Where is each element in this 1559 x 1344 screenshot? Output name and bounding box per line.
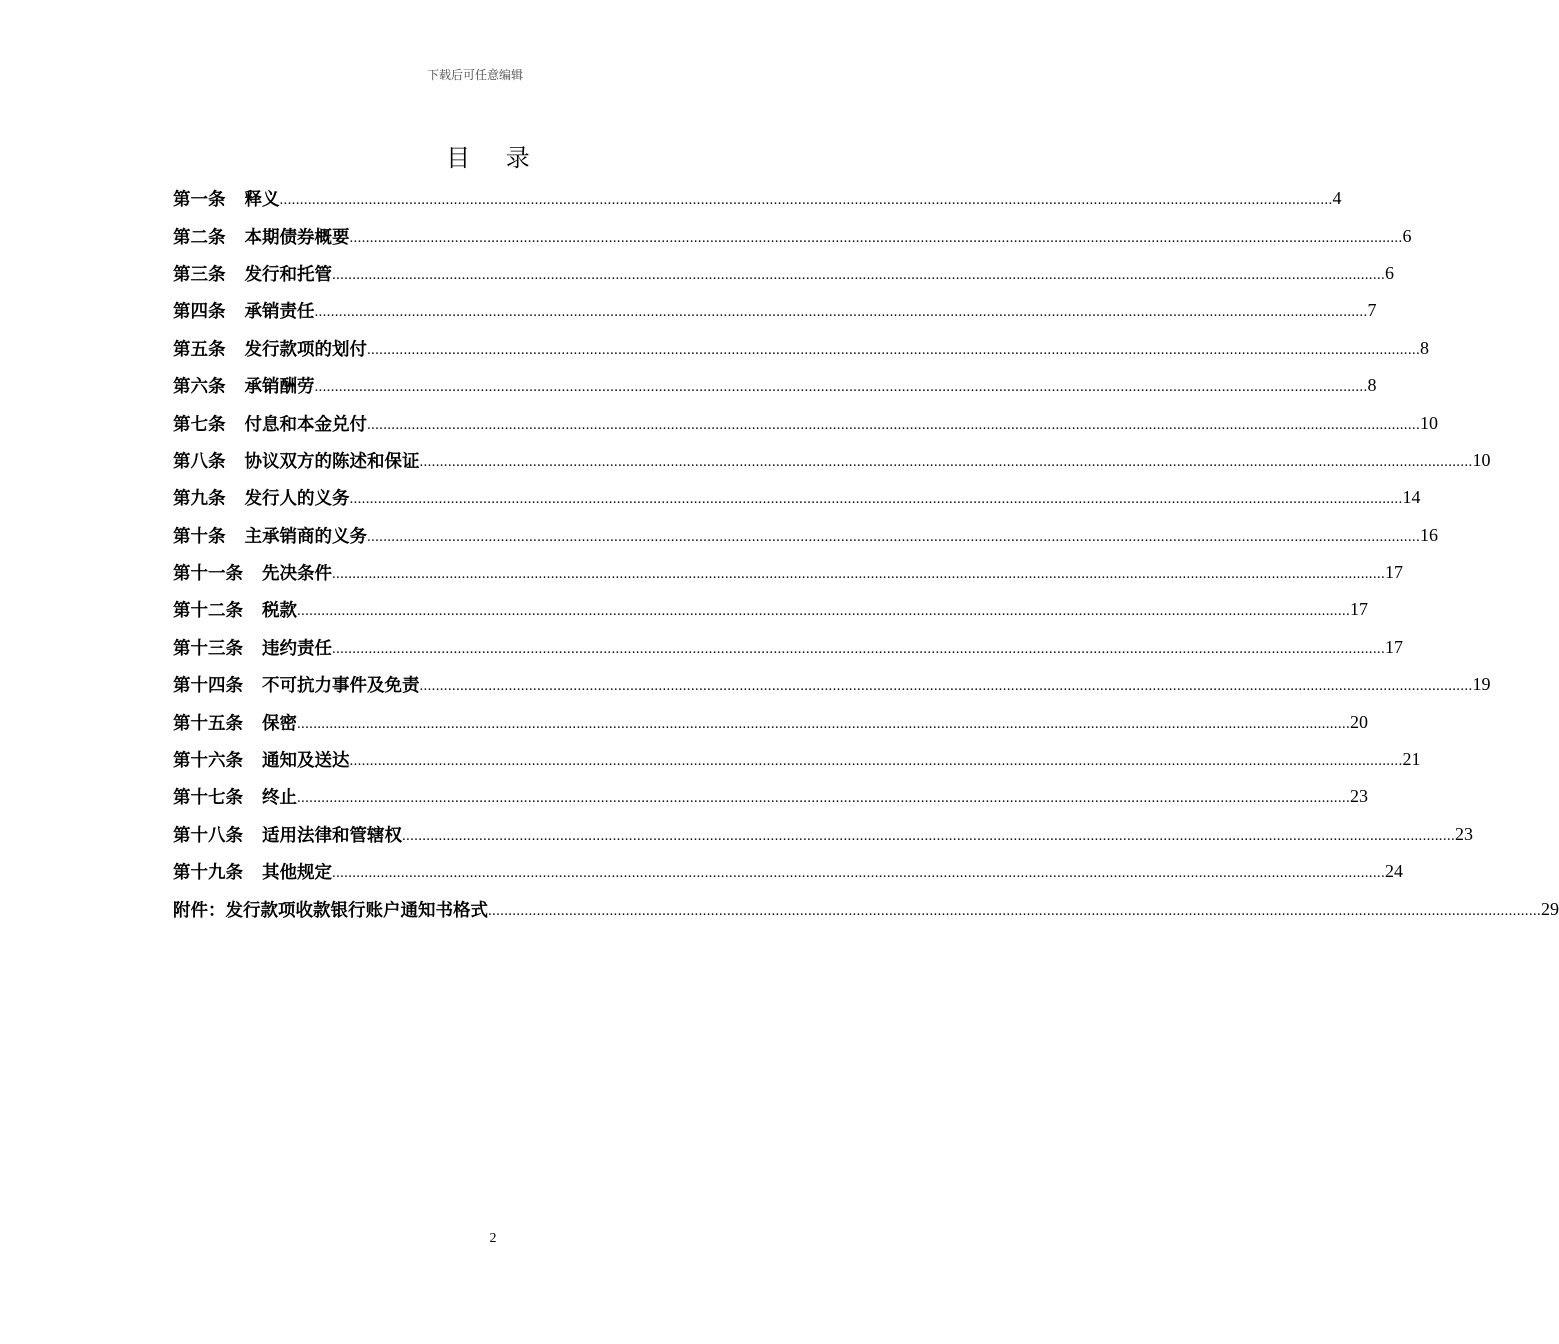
toc-entry-title: 通知及送达	[262, 751, 350, 772]
toc-entry-page: 17	[1385, 636, 1403, 657]
toc-entry[interactable]	[173, 330, 1429, 367]
toc-entry-number: 第十条	[173, 526, 226, 547]
toc-entry-page: 19	[1472, 674, 1491, 695]
toc-entry[interactable]	[173, 853, 1403, 890]
toc-entry-label	[173, 336, 367, 361]
toc-dot-leader: ....................................................................................................................................................................................................................................................................	[314, 304, 1368, 321]
toc-dot-leader: ....................................................................................................................................................................................................................................................................	[349, 753, 1403, 770]
toc-entry-number: 附件：	[173, 900, 226, 921]
toc-entry-page: 17	[1350, 599, 1368, 620]
toc-entry-page: 24	[1385, 861, 1403, 882]
toc-entry-page: 8	[1367, 375, 1377, 396]
toc-entry-title: 发行人的义务	[244, 489, 350, 510]
toc-entry-number: 第二条	[173, 227, 226, 248]
toc-entry-page: 14	[1402, 487, 1421, 508]
toc-dot-leader: ....................................................................................................................................................................................................................................................................	[419, 678, 1473, 695]
toc-dot-leader: ....................................................................................................................................................................................................................................................................	[279, 192, 1333, 209]
toc-dot-leader: ....................................................................................................................................................................................................................................................................	[488, 902, 1541, 919]
toc-dot-leader: ....................................................................................................................................................................................................................................................................	[367, 416, 1420, 433]
header-note: 下载后可任意编辑	[426, 68, 523, 82]
toc-entry[interactable]	[173, 666, 1491, 703]
toc-entry-label	[173, 859, 332, 884]
toc-entry-number: 第十六条	[173, 751, 243, 772]
toc-entry-number: 第十五条	[173, 713, 243, 734]
toc-entry-title: 发行和托管	[244, 264, 332, 285]
toc-entry-number: 第五条	[173, 339, 226, 360]
toc-dot-leader: ....................................................................................................................................................................................................................................................................	[332, 266, 1385, 283]
toc-dot-leader: ....................................................................................................................................................................................................................................................................	[297, 603, 1350, 620]
toc-entry-title: 承销责任	[244, 302, 315, 323]
toc-entry-title: 付息和本金兑付	[244, 414, 367, 435]
toc-entry-label	[173, 784, 297, 809]
toc-dot-leader: ....................................................................................................................................................................................................................................................................	[297, 790, 1350, 807]
toc-entry-number: 第十七条	[173, 788, 243, 809]
toc-entry-page: 21	[1402, 749, 1421, 770]
toc-entry-page: 4	[1332, 188, 1342, 209]
toc-entry-page: 7	[1367, 300, 1377, 321]
toc-entry[interactable]	[173, 442, 1491, 479]
toc-dot-leader: ....................................................................................................................................................................................................................................................................	[402, 827, 1455, 844]
toc-entry-title: 发行款项收款银行账户通知书格式	[225, 900, 488, 921]
toc-entry-title: 先决条件	[262, 564, 332, 585]
toc-entry-title: 终止	[262, 788, 297, 809]
toc-entry[interactable]	[173, 255, 1394, 292]
toc-entry-page: 29	[1541, 898, 1559, 919]
toc-entry[interactable]	[173, 367, 1377, 404]
toc-entry-label	[173, 373, 315, 398]
toc-entry-page: 6	[1402, 225, 1412, 246]
toc-entry-page: 17	[1385, 562, 1403, 583]
page-number: 2	[489, 1231, 497, 1246]
toc-dot-leader: ....................................................................................................................................................................................................................................................................	[419, 453, 1473, 470]
toc-entry-number: 第六条	[173, 377, 226, 398]
toc-dot-leader: ....................................................................................................................................................................................................................................................................	[349, 491, 1403, 508]
toc-dot-leader: ....................................................................................................................................................................................................................................................................	[332, 566, 1385, 583]
toc-dot-leader: ....................................................................................................................................................................................................................................................................	[367, 528, 1420, 545]
toc-entry-title: 其他规定	[262, 863, 332, 884]
toc-entry[interactable]	[173, 292, 1377, 329]
toc-entry-title: 协议双方的陈述和保证	[244, 451, 420, 472]
toc-entry-title: 发行款项的划付	[244, 339, 367, 360]
toc-entry-page: 20	[1350, 711, 1368, 732]
toc-entry-number: 第十二条	[173, 601, 243, 622]
toc-entry-label	[173, 523, 367, 548]
toc-entry[interactable]	[173, 890, 1559, 927]
toc-entry-label	[173, 224, 350, 249]
toc-dot-leader: ....................................................................................................................................................................................................................................................................	[332, 640, 1385, 657]
toc-entry[interactable]	[173, 180, 1342, 217]
toc-entry-number: 第八条	[173, 451, 226, 472]
toc-title: 目 录	[446, 144, 544, 172]
toc-entry-page: 6	[1385, 262, 1394, 283]
toc-entry-label	[173, 710, 297, 735]
toc-entry-page: 23	[1455, 823, 1473, 844]
toc-entry-label	[173, 560, 332, 585]
toc-entry[interactable]	[173, 517, 1438, 554]
toc-entry-number: 第四条	[173, 302, 226, 323]
toc-entry-label	[173, 597, 297, 622]
toc-entry-label	[173, 261, 332, 286]
toc-entry-title: 适用法律和管辖权	[262, 825, 402, 846]
toc-dot-leader: ....................................................................................................................................................................................................................................................................	[367, 341, 1420, 358]
toc-entry-number: 第十三条	[173, 638, 243, 659]
toc-entry-label	[173, 411, 367, 436]
toc-entry-title: 主承销商的义务	[244, 526, 367, 547]
toc-entry[interactable]	[173, 217, 1412, 254]
toc-entry-page: 10	[1472, 449, 1491, 470]
toc-entry-number: 第十一条	[173, 564, 243, 585]
toc-entry-number: 第一条	[173, 190, 226, 211]
toc-entry-title: 释义	[244, 190, 280, 211]
table-of-contents	[173, 180, 1559, 928]
toc-entry[interactable]	[173, 703, 1368, 740]
toc-entry-title: 违约责任	[262, 638, 332, 659]
toc-entry[interactable]	[173, 629, 1403, 666]
toc-entry-number: 第十四条	[173, 676, 243, 697]
toc-entry[interactable]	[173, 816, 1473, 853]
toc-entry-label	[173, 747, 350, 772]
toc-entry-page: 8	[1420, 337, 1429, 358]
toc-entry-label	[173, 448, 420, 473]
toc-entry-title: 不可抗力事件及免责	[262, 676, 420, 697]
toc-entry[interactable]	[173, 479, 1421, 516]
toc-entry-label	[173, 485, 350, 510]
toc-entry-label	[173, 186, 280, 211]
toc-dot-leader: ....................................................................................................................................................................................................................................................................	[314, 379, 1368, 396]
toc-entry-page: 10	[1420, 412, 1438, 433]
toc-entry-label	[173, 897, 488, 922]
toc-entry-label	[173, 672, 420, 697]
toc-entry-title: 税款	[262, 601, 297, 622]
toc-entry[interactable]	[173, 741, 1421, 778]
toc-entry[interactable]	[173, 554, 1403, 591]
toc-entry[interactable]	[173, 591, 1368, 628]
toc-entry-number: 第七条	[173, 414, 226, 435]
toc-dot-leader: ....................................................................................................................................................................................................................................................................	[349, 229, 1403, 246]
toc-entry-label	[173, 298, 315, 323]
toc-entry-number: 第十八条	[173, 825, 243, 846]
toc-entry-number: 第九条	[173, 489, 226, 510]
toc-entry[interactable]	[173, 778, 1368, 815]
toc-dot-leader: ....................................................................................................................................................................................................................................................................	[297, 715, 1350, 732]
toc-entry-page: 23	[1350, 786, 1368, 807]
toc-entry-page: 16	[1420, 524, 1438, 545]
toc-entry-title: 保密	[262, 713, 297, 734]
toc-entry-title: 本期债券概要	[244, 227, 350, 248]
toc-entry-number: 第十九条	[173, 863, 243, 884]
toc-entry-label	[173, 822, 402, 847]
toc-entry-title: 承销酬劳	[244, 377, 315, 398]
toc-entry-number: 第三条	[173, 264, 226, 285]
toc-entry-label	[173, 635, 332, 660]
toc-dot-leader: ....................................................................................................................................................................................................................................................................	[332, 865, 1385, 882]
toc-entry[interactable]	[173, 404, 1438, 441]
